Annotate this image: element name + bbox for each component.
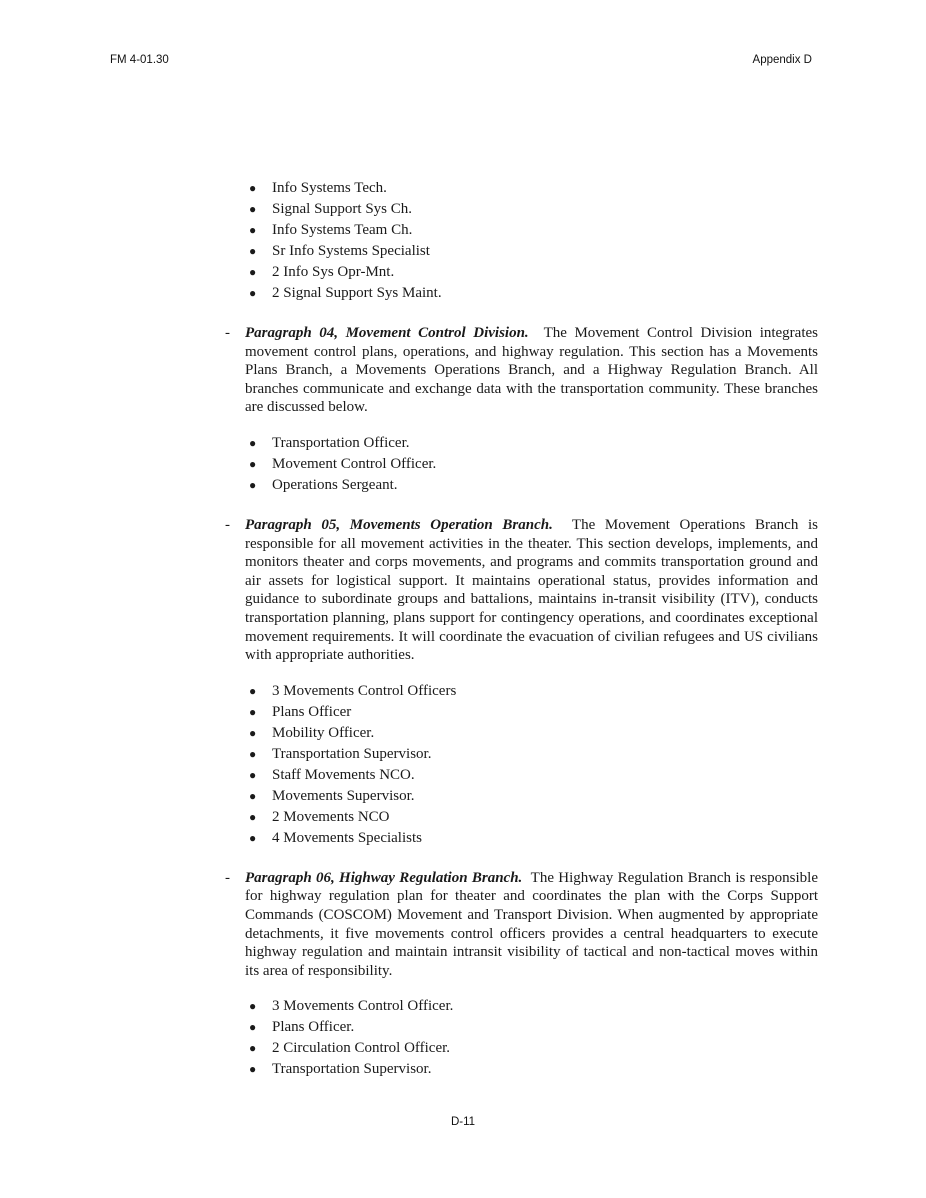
bullet-list: [222, 681, 818, 849]
bullet-icon: ●: [249, 181, 257, 195]
bullet-icon: ●: [249, 202, 257, 216]
list-item: ● Operations Sergeant.: [249, 475, 818, 496]
bullet-list: [222, 178, 818, 304]
bullet-icon: ●: [249, 286, 257, 300]
list-item: ● Sr Info Systems Specialist: [249, 241, 818, 262]
list-item: ● 2 Movements NCO: [249, 807, 818, 828]
bullet-icon: ●: [249, 767, 257, 782]
bullet-icon: ●: [249, 788, 257, 803]
list-item: ● 3 Movements Control Officers: [249, 681, 818, 702]
bullet-icon: ●: [249, 725, 257, 740]
list-item: ● 2 Circulation Control Officer.: [249, 1038, 818, 1059]
paragraph-title: Paragraph 05, Movements Operation Branch.: [245, 516, 553, 533]
list-item: ● Signal Support Sys Ch.: [249, 199, 818, 220]
bullet-icon: ●: [249, 435, 257, 450]
paragraph-title: Paragraph 04, Movement Control Division.: [245, 325, 529, 341]
bullet-icon: ●: [249, 809, 257, 824]
bullet-icon: ●: [249, 683, 257, 698]
paragraph-title: Paragraph 06, Highway Regulation Branch.: [245, 869, 523, 886]
list-item: ● 2 Signal Support Sys Maint.: [249, 283, 818, 304]
list-item: ● 2 Info Sys Opr-Mnt.: [249, 262, 818, 283]
bullet-icon: ●: [249, 265, 257, 279]
list-item: ● Staff Movements NCO.: [249, 765, 818, 786]
page-body: [222, 178, 818, 1080]
list-item: ● Movement Control Officer.: [249, 454, 818, 475]
paragraph-text: The Movement Control Division integrates movement control plans, operations, and highway regulation. This section has a Movements Plans Branch, a Movements Operations Branch, and a Highway Regulation Branch. All branches communicate and exchange data with the transportation community. These branches are discussed below.: [245, 325, 818, 416]
bullet-icon: ●: [249, 1062, 257, 1077]
bullet-icon: ●: [249, 999, 257, 1014]
bullet-list: [222, 433, 818, 496]
running-header-left: FM 4-01.30: [110, 54, 169, 66]
bullet-icon: ●: [249, 244, 257, 258]
list-item: ● Plans Officer: [249, 702, 818, 723]
paragraph-04: [222, 324, 818, 417]
paragraph-05: [222, 516, 818, 665]
bullet-list: [222, 996, 818, 1080]
list-item: ● Mobility Officer.: [249, 723, 818, 744]
bullet-icon: ●: [249, 477, 257, 492]
bullet-icon: ●: [249, 746, 257, 761]
dash-marker: -: [225, 869, 230, 886]
bullet-icon: ●: [249, 223, 257, 237]
bullet-icon: ●: [249, 1020, 257, 1035]
list-item: ● Transportation Supervisor.: [249, 744, 818, 765]
paragraph-06: [222, 869, 818, 981]
list-item: ● Transportation Officer.: [249, 433, 818, 454]
list-item: ● Movements Supervisor.: [249, 786, 818, 807]
dash-marker: -: [225, 516, 230, 533]
dash-marker: -: [225, 325, 230, 341]
paragraph-text: The Highway Regulation Branch is responsible for highway regulation plan for theater and coordinates the plan with the Corps Support Commands (COSCOM) Movement and Transport Division. When augmented by appropriate detachments, it five movements control officers provides a central headquarters to execute highway regulation and maintain intransit visibility of tactical and non-tactical moves within its area of responsibility.: [245, 869, 819, 979]
bullet-icon: ●: [249, 704, 257, 719]
list-item: ● Info Systems Team Ch.: [249, 220, 818, 241]
page-number: D-11: [450, 1116, 476, 1128]
list-item: ● Plans Officer.: [249, 1017, 818, 1038]
list-item: ● 3 Movements Control Officer.: [249, 996, 818, 1017]
list-item: ● 4 Movements Specialists: [249, 828, 818, 849]
paragraph-text: The Movement Operations Branch is responsible for all movement activities in the theater. This section develops, implements, and monitors theater and corps movements, and programs and commits transportation ground and air assets for logistical support. It maintains operational status, provides information and guidance to subordinate groups and battalions, maintains in-transit visibility (ITV), conducts transportation planning, plans support for contingency operations, and coordinates exceptional movement requirements. It will coordinate the evacuation of civilian refugees and US civilians with appropriate authorities.: [245, 516, 818, 664]
list-item: ● Info Systems Tech.: [249, 178, 818, 199]
bullet-icon: ●: [249, 1041, 257, 1056]
bullet-icon: ●: [249, 830, 257, 845]
bullet-icon: ●: [249, 456, 257, 471]
list-item: ● Transportation Supervisor.: [249, 1059, 818, 1080]
running-header-right: Appendix D: [752, 54, 812, 66]
